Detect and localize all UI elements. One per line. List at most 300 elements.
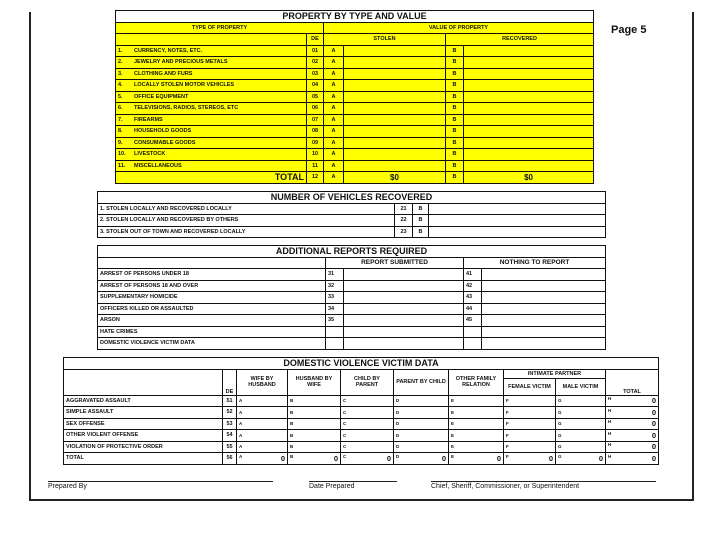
col-a-letter: A xyxy=(324,149,344,161)
property-row xyxy=(116,126,594,138)
column-letter: F xyxy=(506,421,509,427)
dv-value-field[interactable] xyxy=(394,441,449,453)
column-letter: B xyxy=(290,432,294,438)
column-letter: G xyxy=(558,409,562,415)
column-letter: E xyxy=(451,432,455,438)
property-row xyxy=(116,114,594,126)
stolen-value-field[interactable] xyxy=(344,160,446,172)
recovered-value-field[interactable] xyxy=(464,57,594,69)
dv-value: 0 xyxy=(386,453,391,463)
row-label: LIVESTOCK xyxy=(134,151,166,158)
property-type-label xyxy=(116,91,307,103)
dv-value-field[interactable] xyxy=(341,453,394,465)
column-letter: E xyxy=(451,398,455,404)
dv-value-field[interactable] xyxy=(237,441,288,453)
dv-row-label: OTHER VIOLENT OFFENSE xyxy=(64,430,223,442)
vehicle-row-label: 3. STOLEN OUT OF TOWN AND RECOVERED LOCALLY xyxy=(98,226,395,238)
property-by-type-table xyxy=(115,10,594,184)
property-row xyxy=(116,149,594,161)
col-a-letter: A xyxy=(324,137,344,149)
column-letter: D xyxy=(396,398,400,404)
property-type-label xyxy=(116,80,307,92)
report-label: ARSON xyxy=(98,315,326,327)
column-letter: G xyxy=(558,432,562,438)
recovered-value-field[interactable] xyxy=(464,114,594,126)
column-letter: G xyxy=(558,453,562,459)
column-letter: D xyxy=(396,421,400,427)
nothing-code xyxy=(464,338,482,350)
report-label: ARREST OF PERSONS 18 AND OVER xyxy=(98,280,326,292)
property-row xyxy=(116,160,594,172)
recovered-value-field[interactable] xyxy=(464,103,594,115)
column-letter: G xyxy=(558,398,562,404)
row-label: CONSUMABLE GOODS xyxy=(134,139,196,146)
dv-value-field[interactable] xyxy=(341,395,394,407)
submitted-code: 32 xyxy=(326,280,344,292)
recovered-value-field[interactable] xyxy=(464,126,594,138)
dv-column-header: PARENT BY CHILD xyxy=(394,369,449,395)
col-b-letter: B xyxy=(446,80,464,92)
dv-value-field[interactable] xyxy=(504,430,556,442)
dv-value-field[interactable] xyxy=(606,418,659,430)
nothing-to-report-field[interactable] xyxy=(482,326,606,338)
col-a-letter: A xyxy=(324,91,344,103)
dv-value-field[interactable] xyxy=(288,395,341,407)
property-type-label xyxy=(116,160,307,172)
recovered-value-field[interactable] xyxy=(464,160,594,172)
column-letter: F xyxy=(506,453,509,459)
row-number: 5. xyxy=(118,93,123,100)
de-code: 08 xyxy=(307,126,324,138)
col-b-letter: B xyxy=(446,91,464,103)
column-letter: C xyxy=(343,432,347,438)
dv-value: 0 xyxy=(496,453,501,463)
dv-value-field[interactable] xyxy=(288,430,341,442)
dv-column-header: CHILD BY PARENT xyxy=(341,369,394,395)
property-type-label xyxy=(116,68,307,80)
row-number: 11. xyxy=(118,162,126,169)
col-a-letter: A xyxy=(324,114,344,126)
dv-value-field[interactable] xyxy=(237,395,288,407)
dv-value-field[interactable] xyxy=(556,407,606,419)
row-label: CURRENCY, NOTES, ETC. xyxy=(134,47,203,54)
submitted-code: 33 xyxy=(326,292,344,304)
dv-value-field[interactable] xyxy=(449,395,504,407)
row-number: 1. xyxy=(118,47,123,54)
dv-column-header: FEMALE VICTIM xyxy=(504,378,556,395)
dv-value-field[interactable] xyxy=(556,418,606,430)
column-letter: C xyxy=(343,453,347,459)
report-submitted-header: REPORT SUBMITTED xyxy=(326,257,464,269)
dv-row-label: AGGRAVATED ASSAULT xyxy=(64,395,223,407)
dv-value-field[interactable] xyxy=(449,407,504,419)
report-submitted-field[interactable] xyxy=(344,326,464,338)
dv-value-field[interactable] xyxy=(556,395,606,407)
de-code: 21 xyxy=(395,203,413,215)
column-letter: D xyxy=(396,432,400,438)
dv-value-field[interactable] xyxy=(394,395,449,407)
row-number: 4. xyxy=(118,82,123,89)
property-type-label xyxy=(116,45,307,57)
dv-label-header xyxy=(64,369,223,395)
col-b-letter: B xyxy=(446,172,464,184)
col-a-letter: A xyxy=(324,80,344,92)
recovered-value-field[interactable] xyxy=(464,45,594,57)
col-b-letter: B xyxy=(446,160,464,172)
col-a-letter: A xyxy=(324,172,344,184)
recovered-value-field[interactable] xyxy=(464,91,594,103)
dv-value-field[interactable] xyxy=(606,430,659,442)
report-label: DOMESTIC VIOLENCE VICTIM DATA xyxy=(98,338,326,350)
reports-title: ADDITIONAL REPORTS REQUIRED xyxy=(98,246,606,258)
column-letter: H xyxy=(608,407,612,413)
additional-reports-table xyxy=(97,245,606,350)
col-b-letter: B xyxy=(446,137,464,149)
nothing-code: 42 xyxy=(464,280,482,292)
col-b-letter: B xyxy=(413,226,429,238)
col-b-letter: B xyxy=(446,57,464,69)
de-code: 22 xyxy=(395,215,413,227)
dv-value-field[interactable] xyxy=(606,407,659,419)
col-b-letter: B xyxy=(413,215,429,227)
dv-value: 0 xyxy=(280,453,285,463)
submitted-code: 34 xyxy=(326,303,344,315)
de-code: 56 xyxy=(223,453,237,465)
column-letter: G xyxy=(558,444,562,450)
stolen-value-field[interactable] xyxy=(344,149,446,161)
dv-row-label: TOTAL xyxy=(64,453,223,465)
dv-value-field[interactable] xyxy=(288,407,341,419)
dv-value-field[interactable] xyxy=(394,453,449,465)
dv-value-field[interactable] xyxy=(504,441,556,453)
report-label: ARREST OF PERSONS UNDER 18 xyxy=(98,269,326,281)
column-letter: D xyxy=(396,453,400,459)
column-letter: B xyxy=(290,444,294,450)
nothing-code: 43 xyxy=(464,292,482,304)
dv-value-field[interactable] xyxy=(556,453,606,465)
dv-value-field[interactable] xyxy=(237,453,288,465)
column-letter: B xyxy=(290,421,294,427)
col-b-letter: B xyxy=(446,114,464,126)
prepared-by-line[interactable]: Prepared By xyxy=(48,481,273,490)
vehicles-recovered-table xyxy=(97,191,606,238)
col-a-letter: A xyxy=(324,103,344,115)
dv-value-field[interactable] xyxy=(341,407,394,419)
column-letter: H xyxy=(608,419,612,425)
report-submitted-field[interactable] xyxy=(344,280,464,292)
type-of-property-header: TYPE OF PROPERTY xyxy=(116,22,324,34)
row-number: 9. xyxy=(118,139,123,146)
column-letter: C xyxy=(343,409,347,415)
stolen-value-field[interactable] xyxy=(344,57,446,69)
property-type-label xyxy=(116,57,307,69)
total-de-code: 12 xyxy=(307,172,324,184)
nothing-to-report-field[interactable] xyxy=(482,338,606,350)
column-letter: B xyxy=(290,409,294,415)
total-label: TOTAL xyxy=(116,172,307,184)
dv-value-field[interactable] xyxy=(237,407,288,419)
property-row xyxy=(116,80,594,92)
de-code: 02 xyxy=(307,57,324,69)
stolen-value-field[interactable] xyxy=(344,45,446,57)
row-label: MISCELLANEOUS xyxy=(134,162,182,169)
dv-value-field[interactable] xyxy=(288,418,341,430)
dv-value-field[interactable] xyxy=(556,441,606,453)
report-submitted-field[interactable] xyxy=(344,292,464,304)
de-code: 23 xyxy=(395,226,413,238)
dv-value: 0 xyxy=(548,453,553,463)
chief-signature-line[interactable]: Chief, Sheriff, Commissioner, or Superintendent xyxy=(431,481,656,490)
value-of-property-header: VALUE OF PROPERTY xyxy=(324,22,594,34)
column-letter: E xyxy=(451,421,455,427)
nothing-to-report-field[interactable] xyxy=(482,269,606,281)
dv-column-header: TOTAL xyxy=(606,369,659,395)
vehicle-count-field[interactable] xyxy=(429,215,606,227)
column-letter: A xyxy=(239,453,243,459)
stolen-header: STOLEN xyxy=(324,34,446,46)
report-label: HATE CRIMES xyxy=(98,326,326,338)
col-b-letter: B xyxy=(446,68,464,80)
dv-value-field[interactable] xyxy=(504,453,556,465)
de-code: 04 xyxy=(307,80,324,92)
column-letter: F xyxy=(506,409,509,415)
de-code: 55 xyxy=(223,441,237,453)
column-letter: A xyxy=(239,432,243,438)
dv-value: 0 xyxy=(651,453,657,463)
dv-value-field[interactable] xyxy=(341,418,394,430)
submitted-code: 35 xyxy=(326,315,344,327)
row-label: TELEVISIONS, RADIOS, STEREOS, ETC xyxy=(134,105,239,112)
property-type-label xyxy=(116,137,307,149)
nothing-to-report-field[interactable] xyxy=(482,303,606,315)
col-a-letter: A xyxy=(324,57,344,69)
stolen-value-field[interactable] xyxy=(344,137,446,149)
dv-row-label: VIOLATION OF PROTECTIVE ORDER xyxy=(64,441,223,453)
property-type-label xyxy=(116,114,307,126)
dv-value: 0 xyxy=(651,407,657,417)
dv-column-header: OTHER FAMILY RELATION xyxy=(449,369,504,395)
dv-value-field[interactable] xyxy=(504,395,556,407)
submitted-code xyxy=(326,326,344,338)
row-number: 6. xyxy=(118,105,123,112)
row-number: 2. xyxy=(118,59,123,66)
dv-column-header: WIFE BY HUSBAND xyxy=(237,369,288,395)
column-letter: C xyxy=(343,444,347,450)
stolen-value-field[interactable] xyxy=(344,114,446,126)
column-letter: A xyxy=(239,444,243,450)
column-letter: C xyxy=(343,421,347,427)
row-label: HOUSEHOLD GOODS xyxy=(134,128,192,135)
column-letter: A xyxy=(239,421,243,427)
report-label: SUPPLEMENTARY HOMICIDE xyxy=(98,292,326,304)
dv-value-field[interactable] xyxy=(449,441,504,453)
de-code: 54 xyxy=(223,430,237,442)
dv-value-field[interactable] xyxy=(237,430,288,442)
column-letter: D xyxy=(396,409,400,415)
dv-value-field[interactable] xyxy=(449,418,504,430)
submitted-code xyxy=(326,338,344,350)
stolen-value-field[interactable] xyxy=(344,103,446,115)
report-submitted-field[interactable] xyxy=(344,315,464,327)
property-row xyxy=(116,45,594,57)
col-b-letter: B xyxy=(413,203,429,215)
vehicles-title: NUMBER OF VEHICLES RECOVERED xyxy=(98,192,606,204)
dv-value: 0 xyxy=(441,453,446,463)
nothing-code: 41 xyxy=(464,269,482,281)
column-letter: H xyxy=(608,396,612,402)
row-label: JEWELRY AND PRECIOUS METALS xyxy=(134,59,228,66)
intimate-partner-header: INTIMATE PARTNER xyxy=(504,369,606,378)
property-row xyxy=(116,57,594,69)
de-code: 52 xyxy=(223,407,237,419)
dv-value: 0 xyxy=(333,453,338,463)
nothing-to-report-field[interactable] xyxy=(482,280,606,292)
report-submitted-field[interactable] xyxy=(344,269,464,281)
column-letter: F xyxy=(506,444,509,450)
dv-value: 0 xyxy=(651,430,657,440)
de-code: 03 xyxy=(307,68,324,80)
column-letter: A xyxy=(239,409,243,415)
col-b-letter: B xyxy=(446,149,464,161)
column-letter: F xyxy=(506,398,509,404)
de-code: 53 xyxy=(223,418,237,430)
dv-value: 0 xyxy=(651,396,657,406)
vehicle-row-label: 2. STOLEN LOCALLY AND RECOVERED BY OTHERS xyxy=(98,215,395,227)
dv-value-field[interactable] xyxy=(556,430,606,442)
column-letter: A xyxy=(239,398,243,404)
property-type-label xyxy=(116,103,307,115)
col-a-letter: A xyxy=(324,68,344,80)
report-label: OFFICERS KILLED OR ASSAULTED xyxy=(98,303,326,315)
col-a-letter: A xyxy=(324,160,344,172)
dv-value-field[interactable] xyxy=(606,453,659,465)
property-type-label xyxy=(116,149,307,161)
property-row xyxy=(116,103,594,115)
column-letter: H xyxy=(608,453,612,459)
stolen-value-field[interactable] xyxy=(344,91,446,103)
de-code: 09 xyxy=(307,137,324,149)
dv-de-header: DE xyxy=(223,369,237,395)
vehicle-count-field[interactable] xyxy=(429,203,606,215)
dv-value-field[interactable] xyxy=(341,441,394,453)
dv-value-field[interactable] xyxy=(449,453,504,465)
stolen-value-field[interactable] xyxy=(344,80,446,92)
nothing-to-report-field[interactable] xyxy=(482,292,606,304)
de-code: 01 xyxy=(307,45,324,57)
col-a-letter: A xyxy=(324,126,344,138)
de-code: 07 xyxy=(307,114,324,126)
vehicle-count-field[interactable] xyxy=(429,226,606,238)
column-letter: B xyxy=(290,453,294,459)
recovered-value-field[interactable] xyxy=(464,137,594,149)
page-number: Page 5 xyxy=(611,24,647,36)
nothing-to-report-header: NOTHING TO REPORT xyxy=(464,257,606,269)
dv-value-field[interactable] xyxy=(341,430,394,442)
dv-title: DOMESTIC VIOLENCE VICTIM DATA xyxy=(64,358,659,370)
column-letter: H xyxy=(608,442,612,448)
dv-value-field[interactable] xyxy=(504,407,556,419)
nothing-to-report-field[interactable] xyxy=(482,315,606,327)
de-code: 05 xyxy=(307,91,324,103)
column-letter: E xyxy=(451,444,455,450)
dv-value-field[interactable] xyxy=(449,430,504,442)
total-recovered-value: $0 xyxy=(464,172,594,184)
property-title: PROPERTY BY TYPE AND VALUE xyxy=(116,11,594,23)
column-letter: E xyxy=(451,409,455,415)
dv-value-field[interactable] xyxy=(288,441,341,453)
vehicle-row-label: 1. STOLEN LOCALLY AND RECOVERED LOCALLY xyxy=(98,203,395,215)
col-a-letter: A xyxy=(324,45,344,57)
dv-value-field[interactable] xyxy=(394,430,449,442)
property-row xyxy=(116,137,594,149)
dv-value: 0 xyxy=(651,442,657,452)
recovered-header: RECOVERED xyxy=(446,34,594,46)
col-b-letter: B xyxy=(446,103,464,115)
dv-value-field[interactable] xyxy=(606,441,659,453)
recovered-value-field[interactable] xyxy=(464,149,594,161)
row-label: CLOTHING AND FURS xyxy=(134,70,193,77)
dv-value: 0 xyxy=(598,453,603,463)
dv-row-label: SEX OFFENSE xyxy=(64,418,223,430)
report-submitted-field[interactable] xyxy=(344,303,464,315)
property-row xyxy=(116,68,594,80)
nothing-code: 45 xyxy=(464,315,482,327)
dv-column-header: MALE VICTIM xyxy=(556,378,606,395)
recovered-value-field[interactable] xyxy=(464,80,594,92)
row-label: OFFICE EQUIPMENT xyxy=(134,93,189,100)
total-stolen-value: $0 xyxy=(344,172,446,184)
row-number: 3. xyxy=(118,70,123,77)
col-b-letter: B xyxy=(446,126,464,138)
property-row xyxy=(116,91,594,103)
dv-row-label: SIMPLE ASSAULT xyxy=(64,407,223,419)
de-code: 11 xyxy=(307,160,324,172)
column-letter: G xyxy=(558,421,562,427)
dv-value-field[interactable] xyxy=(394,407,449,419)
column-letter: B xyxy=(290,398,294,404)
dv-value-field[interactable] xyxy=(606,395,659,407)
row-label: LOCALLY STOLEN MOTOR VEHICLES xyxy=(134,82,235,89)
de-code: 06 xyxy=(307,103,324,115)
de-code: 10 xyxy=(307,149,324,161)
report-submitted-field[interactable] xyxy=(344,338,464,350)
de-code: 51 xyxy=(223,395,237,407)
nothing-code xyxy=(464,326,482,338)
dv-value-field[interactable] xyxy=(394,418,449,430)
dv-column-header: HUSBAND BY WIFE xyxy=(288,369,341,395)
row-number: 8. xyxy=(118,128,123,135)
submitted-code: 31 xyxy=(326,269,344,281)
dv-value: 0 xyxy=(651,419,657,429)
dv-value-field[interactable] xyxy=(237,418,288,430)
column-letter: E xyxy=(451,453,455,459)
date-prepared-line[interactable]: Date Prepared xyxy=(309,481,397,490)
row-number: 10. xyxy=(118,151,126,158)
dv-value-field[interactable] xyxy=(288,453,341,465)
domestic-violence-table xyxy=(63,357,659,465)
row-label: FIREARMS xyxy=(134,116,163,123)
dv-value-field[interactable] xyxy=(504,418,556,430)
stolen-value-field[interactable] xyxy=(344,126,446,138)
stolen-value-field[interactable] xyxy=(344,68,446,80)
column-letter: D xyxy=(396,444,400,450)
de-header: DE xyxy=(307,34,324,46)
property-type-label xyxy=(116,126,307,138)
col-b-letter: B xyxy=(446,45,464,57)
column-letter: F xyxy=(506,432,509,438)
recovered-value-field[interactable] xyxy=(464,68,594,80)
nothing-code: 44 xyxy=(464,303,482,315)
